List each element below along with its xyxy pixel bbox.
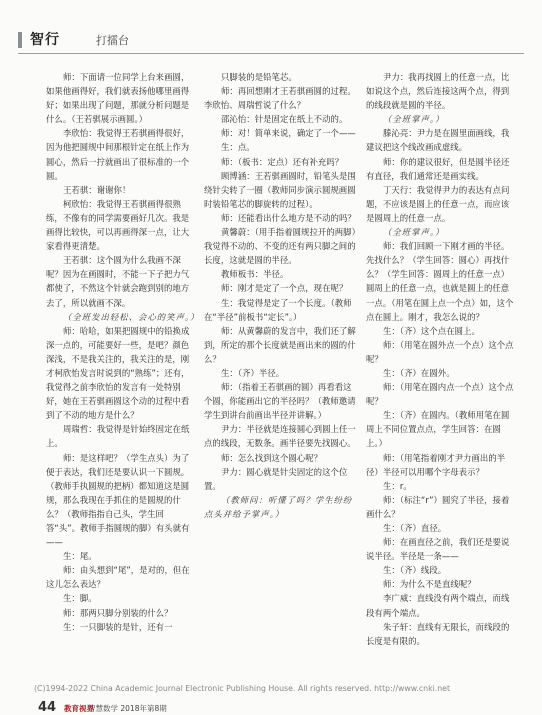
paragraph: （全班掌声。） — [383, 227, 445, 238]
text-column-2 — [204, 70, 356, 521]
copyright-notice: (C)1994-2022 China Academic Journal Electronic Publishing House. All rights reserved. http://www.cnki.net — [34, 684, 451, 693]
paragraph: 师：再回想刚才王若骐画圆的过程。李欣怡、周瑞哲说了什么？ — [204, 86, 356, 111]
paragraph: 生：脚。 — [63, 593, 97, 604]
paragraph: 生：（齐）半径。 — [221, 367, 285, 378]
paragraph: （全班发出轻松、会心的笑声。） — [63, 311, 200, 322]
paragraph: 尹力：圆心就是针尖固定的这个位置。 — [204, 466, 348, 491]
paragraph: 尹力：我再找圆上的任意一点，比如说这个点，然后连接这两个点，得到的线段就是圆的半径。 — [366, 72, 510, 111]
paragraph: 师：由头想到“尾”，是对的，但在这儿怎么表达？ — [46, 565, 190, 590]
section-marker — [18, 32, 22, 48]
journal-name: 教育视界 — [64, 704, 94, 713]
paragraph: 生：尾。 — [63, 551, 97, 562]
paragraph: 教师板书：半径。 — [221, 269, 289, 280]
paragraph: 师：（用笔指着刚才尹力画出的半径）半径可以用哪个字母表示？ — [366, 452, 506, 477]
paragraph: 李广威：直线没有两个端点，而线段有两个端点。 — [366, 593, 510, 618]
paragraph: （全班掌声。） — [383, 114, 445, 125]
paragraph: 师：是这样吧？（学生点头）为了便于表达，我们还是要认识一下圆规。（教师手执圆规的把柄）都知道这是圆规，那么我现在手抓住的是圆规的什么？（教师指指自己头，学生回答“头”。教师手指圆规的脚）有头就有—— — [46, 452, 190, 548]
paragraph: 师：从黄馨蔚的发言中，我们还了解到，所定的那个长度就是画出来的圆的什么？ — [204, 325, 356, 364]
paragraph: 生：（齐）这个点在圆上。 — [383, 325, 480, 336]
paragraph: 生：（齐）直径。 — [383, 523, 447, 533]
paragraph: 朱子轩：直线有无限长，而线段的长度是有限的。 — [366, 621, 510, 646]
paragraph: 师：我们回顾一下刚才画的半径。先找什么？（学生回答：圆心）再找什么？（学生回答：圆周上的任意一点）圆周上的任意一点，也就是圆上的任意一点。（用笔在圆上点一个点）如，这个点在圆上。刚才，我怎么说的？ — [366, 241, 514, 322]
paragraph: 师：对！简单来说，确定了一个—— — [221, 128, 356, 139]
paragraph: 生：r。 — [383, 480, 412, 491]
paragraph: 王若骐：这个圆为什么我画不深呢？因为在画圆时，不能一下子把力气都使了，不然这个针就会跑到别的地方去了，所以就画不深。 — [46, 255, 190, 308]
paragraph: 生：（齐）在圆外。 — [383, 367, 455, 378]
paragraph: 只脚装的是铅笔芯。 — [221, 72, 297, 82]
paragraph: 王若骐：谢谢你！ — [63, 184, 131, 195]
paragraph: 滕沁亮：尹力是在圆里面画线，我建议把这个线改画成虚线。 — [366, 128, 510, 153]
paragraph: 尹力：半径就是连接圆心到圆上任一点的线段，无数条。画半径要先找圆心。 — [204, 424, 356, 449]
subsection-title: 打擂台 — [96, 34, 129, 47]
text-column-1 — [46, 70, 200, 634]
paragraph: 生：我觉得是定了一个长度。（教师在“半径”前板书“定长”。） — [204, 297, 352, 322]
paragraph: 顾博涵：王若骐画圆时，铅笔头是围绕针尖转了一圈（教师同步演示圆规画圆时装铅笔芯的脚旋转的过程）。 — [204, 170, 356, 209]
paragraph: 师：你的建议很好，但是圆半径还有直径，我们通常还是画实线。 — [366, 156, 510, 181]
paragraph: 柯欣怡：我觉得王若骐画得很熟练，不像有的同学需要画好几次。我是画得比较快，可以再画得深一点，让大家看得更清楚。 — [46, 198, 190, 252]
paragraph: 师：那两只脚分别装的什么？ — [63, 607, 173, 618]
paragraph: 周瑞哲：我觉得是针始终固定在纸上。 — [46, 424, 190, 449]
paragraph: 生：（齐）在圆内。（教师用笔在圆周上不同位置点点，学生回答：在圆上。） — [366, 410, 510, 449]
paragraph: 师：怎么找到这个圆心呢？ — [221, 452, 323, 463]
text-column-3 — [366, 70, 516, 648]
paragraph: 师：为什么不是直线呢？ — [383, 579, 476, 590]
page-footer — [0, 702, 542, 714]
paragraph: 师：（用笔在圆外点一个点）这个点呢？ — [366, 339, 514, 364]
paragraph: 师：（板书：定点）还有补充吗？ — [221, 156, 344, 167]
paragraph: 生：一只脚装的是针，还有一 — [63, 621, 173, 632]
paragraph: 师：（指着王若骐画的圆）再看看这个圆，你能画出它的半径吗？（教师邀请学生到讲台前画出半径并讲解。） — [204, 382, 356, 421]
page-number: 44 — [38, 700, 57, 715]
paragraph: 邵沁怡：针是固定在纸上不动的。 — [221, 114, 348, 125]
section-title: 智行 — [30, 32, 60, 48]
paragraph: 李欣怡：我觉得王若骐画得很好，因为他把圆规中间那根针定在纸上作为圆心，然后一拧就画出了很标准的一个圆。 — [46, 128, 190, 181]
paragraph: 师：还能看出什么地方是不动的吗？ — [221, 212, 356, 223]
paragraph: 师：（标注“r”）圆究了半径，接着画什么？ — [366, 494, 510, 519]
paragraph: 师：在画直径之前，我们还是要说说半径。半径是一条—— — [366, 537, 510, 562]
paragraph: （教师问：听懂了吗？学生纷纷点头并给予掌声。） — [204, 494, 353, 519]
paragraph: 生：（齐）线段。 — [383, 565, 447, 576]
paragraph: 黄馨蔚：（用手指着圆规拉开的两脚）我觉得不动的、不变的还有两只脚之间的长度，这就是圆的半径。 — [204, 227, 356, 266]
paragraph: 师：哈哈，如果把圆规中的铅换成深一点的，可能要好一些，是吧？颜色深浅，不是我关注的，我关注的是，刚才柯欣怡发言时说到的“熟练”；还有，我觉得之前李欣怡的发言有一处特别好，她在王若骐画圆这个动的过程中看到了不动的地方是什么？ — [46, 325, 190, 421]
paragraph: 师：刚才是定了一个点，现在呢？ — [221, 283, 348, 294]
paragraph: 师：下面请一位同学上台来画圆，如果他画得好，我们就表扬他哪里画得好；如果出现了问题，那就分析问题是什么。（王若骐展示画圆。） — [46, 72, 190, 125]
page-header — [0, 28, 542, 62]
paragraph: 生：点。 — [221, 142, 255, 153]
paragraph: 丁天行：我觉得尹力的表达有点问题，不应该是圆上的任意一点，而应该是圆周上的任意一点。 — [366, 184, 510, 223]
paragraph: 师：（用笔在圆内点一个点）这个点呢？ — [366, 382, 514, 407]
header-rule — [18, 53, 524, 54]
issue-info: 智慧数学 2018年第8期 — [88, 704, 167, 713]
